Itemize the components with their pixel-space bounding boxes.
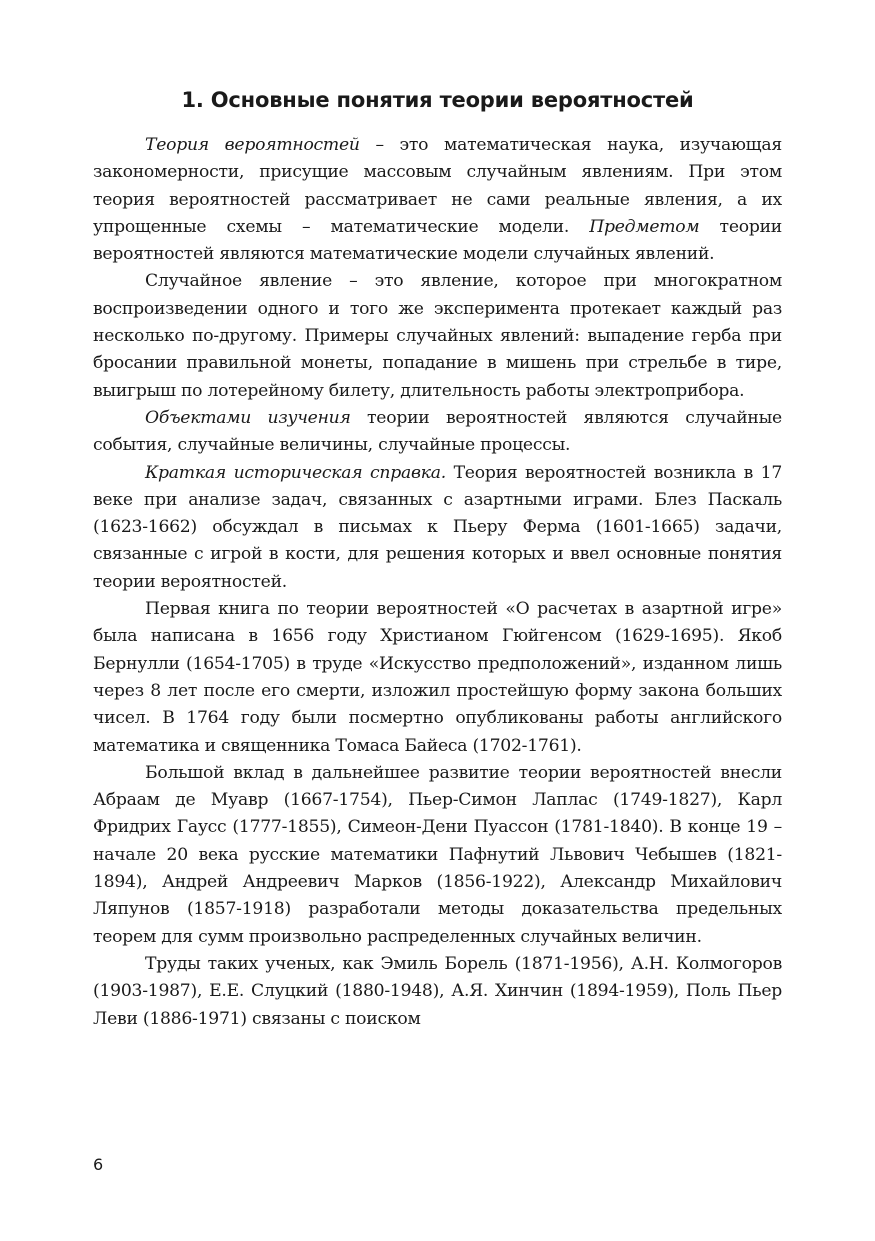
paragraph-random-phenomenon: Случайное явление – это явление, которое при многократном воспроизведении одного и того же эксперимента протекает каждый раз несколько по-другому. Примеры случайных явлений: выпадение герба при бросании правильной монеты, попадание в мишень при стрельбе в тире, выигрыш по лотерейному билету, длительность работы электроприбора.: [93, 271, 782, 401]
paragraph-historical-note: Краткая историческая справка. Теория вероятностей возникла в 17 веке при анализе задач, связанных с азартными играми. Блез Паскаль (1623-1662) обсуждал в письмах к Пьеру Ферма (1601-1665) задачи, связанные с игрой в кости, для решения которых и ввел основные понятия теории вероятностей.: [93, 462, 783, 592]
paragraph-definition: Теория вероятностей – это математическая наука, изучающая закономерности, присущие массовым случайным явлениям. При этом теория вероятностей рассматривает не сами реальные явления, а их упрощенные схемы – математические модели. Предметом теории вероятностей являются математические модели случайных явлений.: [93, 135, 782, 265]
paragraph-contributors: Большой вклад в дальнейшее развитие теории вероятностей внесли Абраам де Муавр (1667-1754), Пьер-Симон Лаплас (1749-1827), Карл Фридрих Гаусс (1777-1855), Симеон-Дени Пуассон (1781-1840). В конце 19 – начале 20 века русские математики Пафнутий Львович Чебышев (1821-1894), Андрей Андреевич Марков (1856-1922), Александр Михайлович Ляпунов (1857-1918) разработали методы доказательства предельных теорем для сумм произвольно распределенных случайных величин.: [93, 762, 782, 947]
term-objects-of-study: Объектами изучения: [145, 407, 351, 428]
term-probability-theory: Теория вероятностей: [145, 135, 360, 155]
section-number: 1.: [181, 88, 204, 112]
term-subject: Предметом: [589, 216, 700, 237]
paragraph-objects-of-study: Объектами изучения теории вероятностей являются случайные события, случайные величины, случайные процессы.: [93, 407, 782, 456]
paragraph-works: Труды таких ученых, как Эмиль Борель (1871-1956), А.Н. Колмогоров (1903-1987), Е.Е. Слуцкий (1880-1948), А.Я. Хинчин (1894-1959), Поль Пьер Леви (1886-1971) связаны с поиском: [93, 953, 782, 1029]
body-text: [93, 132, 782, 1033]
page-number: 6: [93, 1155, 104, 1174]
paragraph-first-book: Первая книга по теории вероятностей «О расчетах в азартной игре» была написана в 1656 году Христианом Гюйгенсом (1629-1695). Якоб Бернулли (1654-1705) в труде «Искусство предположений», изданном лишь через 8 лет после его смерти, изложил простейшую форму закона больших чисел. В 1764 году были посмертно опубликованы работы английского математика и священника Томаса Байеса (1702-1761).: [93, 599, 782, 756]
section-title: [93, 84, 782, 116]
term-historical-note: Краткая историческая справка.: [145, 462, 446, 483]
section-title-text: Основные понятия теории вероятностей: [210, 88, 694, 112]
